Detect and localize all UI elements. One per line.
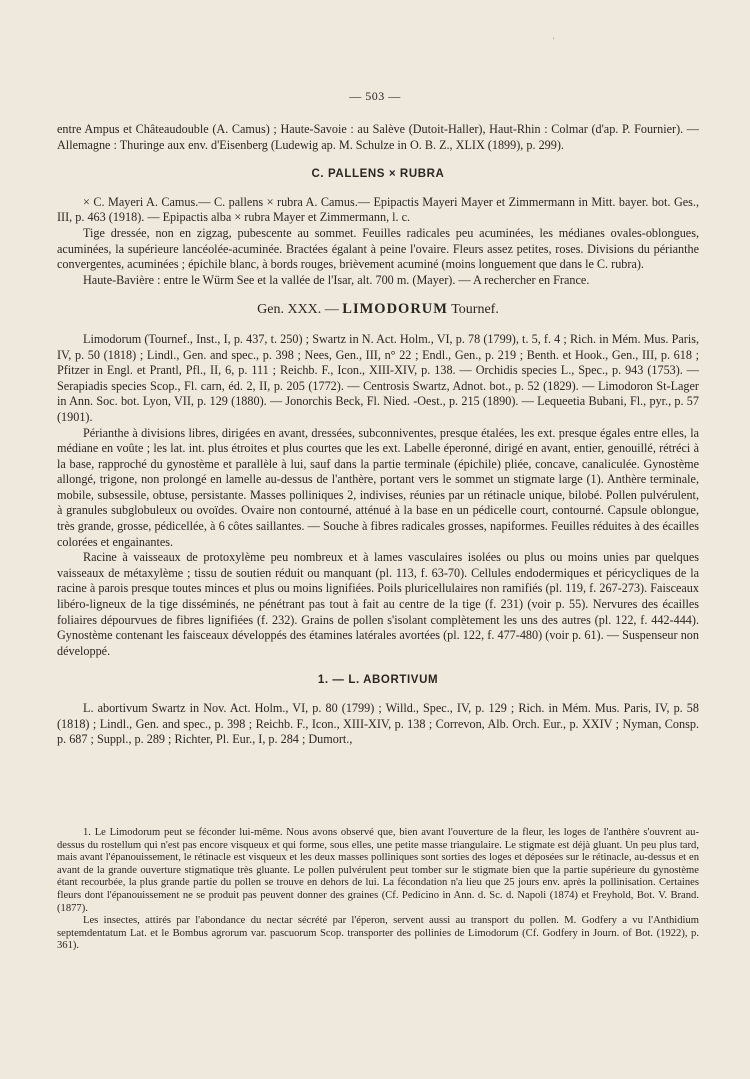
genus-name: LIMODORUM	[342, 301, 448, 318]
section-heading-pallens-rubra: C. PALLENS × RUBRA	[311, 168, 445, 181]
footnotes	[57, 827, 699, 953]
paragraph-limodorum-synonymy: Limodorum (Tournef., Inst., I, p. 437, t. 250) ; Swartz in N. Act. Holm., VI, p. 78 (1799), t. 5, f. 4 ; Rich. in Mém. Mus. Paris, IV, p. 50 (1818) ; Lindl., Gen. and spec., p. 398 ; Nees, Gen., III, n° 22 ; Endl., Gen., p. 219 ; Benth. et Hook., Gen., III, p. 618 ; Pfitzer in Engl. et Prantl, Pfl., II, 6, p. 111 ; Reichb. F., Icon., XIII-XIV, p. 138. — Orchidis species L., Spec., p. 943 (1753). — Serapiadis species Scop., Fl. carn, éd. 2, II, p. 205 (1772). — Centrosis Swartz, Adnot. bot., p. 52 (1829). — Limodoron St-Lager in Ann. Soc. bot. Lyon, VII, p. 129 (1880). — Jonorchis Beck, Fl. Nied. -Oest., p. 215 (1890). — Lequeetia Bubani, Fl., pyr., p. 57 (1901).	[57, 331, 699, 424]
paragraph-distribution: Haute-Bavière : entre le Würm See et la vallée de l'Isar, alt. 700 m. (Mayer). — A rechercher en France.	[83, 272, 590, 287]
genus-author: Tournef.	[451, 302, 499, 318]
footnote-1: 1. Le Limodorum peut se féconder lui-même. Nous avons observé que, bien avant l'ouverture de la fleur, les loges de l'anthère s'ouvrent au-dessus du rostellum qui n'est pas encore visqueux et qui forme, sous elles, une petite masse triangulaire. Le stigmate est déjà gluant. Un peu plus tard, mais avant l'épanouissement, le rétinacle est visqueux et les deux masses polliniques sont sorties des loges et déposées sur le rétinacle, au-dessus et en avant de la grande ouverture stigmatique très gluante. Le pollen pulvérulent peut tomber sur le stigmate bien que la partie supérieure du gynostème étant recourbée, la plus grande partie du pollen se trouve en dehors de lui. La fécondation n'a lieu que 25 jours env. après la pollinisation. Certaines fleurs dont l'épanouissement ne se produit pas peuvent donner des graines (Cf. Pedicino in Ann. d. Sc. d. Napoli (1874) et Freyhold, Bot. V. Brand. (1877).	[57, 827, 699, 914]
section-heading-abortivum: 1. — L. ABORTIVUM	[317, 674, 439, 687]
genus-heading	[57, 302, 699, 318]
paragraph-perianthe: Périanthe à divisions libres, dirigées en avant, dressées, subconniventes, presque étalées, les ext. presque égales entre elles, la médiane en voûte ; les lat. int. plus étroites et plus courtes que les ext. Labelle éperonné, dirigé en avant, entier, genouillé, rétréci à la base, rapproché du gynostème et parallèle à lui, sauf dans la partie terminale (épichile) pliée, concave, canaliculée. Gynostème allongé, trigone, non prolongé en lamelle au-dessus de l'anthère, portant vers le sommet un stigmate large (1). Anthère terminale, mobile, subsessile, obtuse, persistante. Masses polliniques 2, indivises, réunies par un rétinacle unique, bilobé. Pollen pulvérulent, à granules subglobuleux ou ovoïdes. Ovaire non contourné, atténué à la base en un pédicelle court, contourné. Capsule oblongue, très grande, grosse, pédicellée, à 6 côtes saillantes. — Souche à fibres radicales grosses, napiformes. Feuilles réduites à des écailles colorées et engainantes.	[57, 425, 699, 549]
page-mark: '	[553, 36, 555, 45]
footnote-2: Les insectes, attirés par l'abondance du nectar sécrété par l'éperon, servent aussi au transport du pollen. M. Godfery a vu l'Anthidium septemdentatum Lat. et le Bombus agrorum var. pascuorum Scop. transporter des pollinies de Limodorum (Cf. Godfery in Journ. of Bot. (1922), p. 361).	[57, 915, 699, 952]
paragraph-description: Tige dressée, non en zigzag, pubescente au sommet. Feuilles radicales peu acuminées, les médianes ovales-oblongues, acuminées, la supérieure lancéolée-acuminée. Bractées égalant à peine l'ovaire. Fleurs assez petites, roses. Divisions du périanthe convergentes, acuminées ; épichile blanc, à bords rouges, brièvement acuminé (moins longuement que dans le C. rubra).	[57, 225, 699, 272]
paragraph-abortivum: L. abortivum Swartz in Nov. Act. Holm., VI, p. 80 (1799) ; Willd., Spec., IV, p. 129 ; Rich. in Mém. Mus. Paris, IV, p. 58 (1818) ; Lindl., Gen. and spec., p. 398 ; Reichb. F., Icon., XIII-XIV, p. 138 ; Correvon, Alb. Orch. Eur., p. XXIV ; Nyman, Consp. p. 687 ; Suppl., p. 289 ; Richter, Pl. Eur., I, p. 284 ; Dumort.,	[57, 701, 699, 747]
paragraph-intro: entre Ampus et Châteaudouble (A. Camus) ; Haute-Savoie : au Salève (Dutoit-Haller), Haut-Rhin : Colmar (d'ap. P. Fournier). — Allemagne : Thuringe aux env. d'Eisenberg (Ludewig ap. M. Schulze in O. B. Z., XLIX (1899), p. 299).	[57, 122, 699, 152]
main-text	[57, 122, 699, 748]
genus-prefix: Gen. XXX. —	[257, 302, 339, 318]
page-number: — 503 —	[349, 89, 401, 103]
paragraph-synonyms: × C. Mayeri A. Camus.— C. pallens × rubra A. Camus.— Epipactis Mayeri Mayer et Zimmermann in Mitt. bayer. bot. Ges., III, p. 463 (1918). — Epipactis alba × rubra Mayer et Zimmermann, l. c.	[57, 194, 699, 225]
paragraph-racine: Racine à vaisseaux de protoxylème peu nombreux et à lames vasculaires isolées ou plus ou moins unies par quelques vaisseaux de métaxylème ; tissu de soutien réduit ou manquant (pl. 113, f. 63-70). Cellules endodermiques et péricycliques de la racine à parois presque toutes minces et plus ou moins lignifiées. Poils pluricellulaires non ramifiés (pl. 119, f. 267-273). Faisceaux libéro-ligneux de la tige disséminés, ne pénétrant pas tout à fait au centre de la tige (f. 231) (voir p. 55). Nervures des écailles foliaires dépourvues de fibres lignifiées (f. 232). Grains de pollen s'isolant complètement les uns des autres (pl. 122, f. 442-444). Gynostème contenant les faisceaux développés des étamines latérales avortées (pl. 122, f. 477-480) (voir p. 61). — Suspenseur non développé.	[57, 550, 699, 658]
